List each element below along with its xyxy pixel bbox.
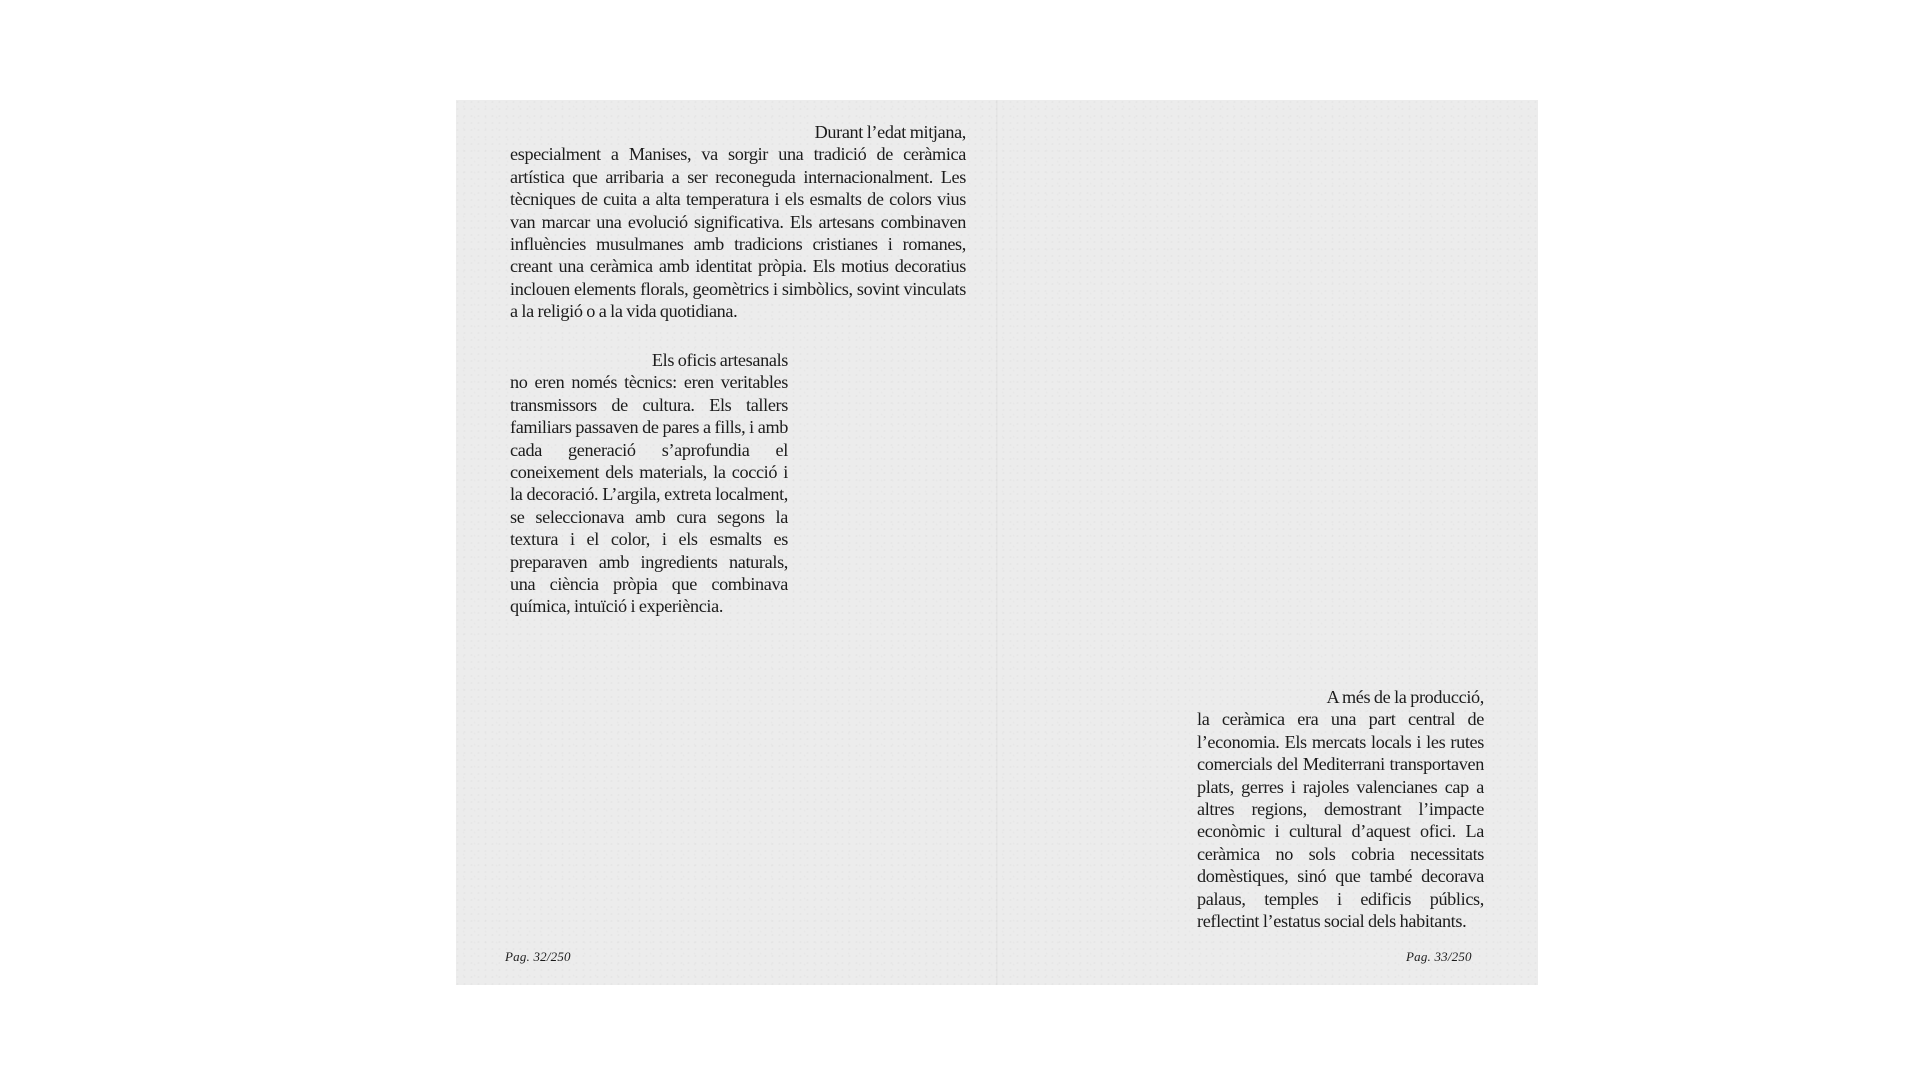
left-page-number: Pag. 32/250 (505, 949, 571, 964)
left-paragraph-1 (510, 121, 966, 323)
book-spread (456, 100, 1538, 985)
left-paragraph-1-body: especialment a Manises, va sorgir una tradició de ceràmica artística que arribaria a ser reconeguda internacionalment. Les tècniques de cuita a alta temperatura i els esmalts de colors vius van marcar una evolució significativa. Els artesans combinaven influències musulmanes amb tradicions cristianes i romanes, creant una ceràmica amb identitat pròpia. Els motius decoratius inclouen elements florals, geomètrics i simbòlics, sovint vinculats a la religió o a la vida quotidiana. (510, 144, 966, 322)
left-paragraph-2-lead: Els oficis artesanals (651, 350, 788, 370)
right-paragraph-1-body: la ceràmica era una part central de l’economia. Els mercats locals i les rutes comercials del Mediterrani transportaven plats, gerres i rajoles valencianes cap a altres regions, demostrant l’impacte econòmic i cultural d’aquest ofici. La ceràmica no sols cobria necessitats domèstiques, sinó que també decorava palaus, temples i edificis públics, reflectint l’estatus social dels habitants. (1197, 709, 1484, 932)
right-page-number: Pag. 33/250 (1406, 949, 1472, 964)
left-page (456, 100, 997, 985)
right-paragraph-1-lead: A més de la producció, (1326, 687, 1484, 707)
right-page (997, 100, 1538, 985)
left-paragraph-1-lead: Durant l’edat mitjana, (814, 122, 966, 142)
left-paragraph-2-body: no eren només tècnics: eren veritables transmissors de cultura. Els tallers familiars passaven de pares a fills, i amb cada generació s’aprofundia el coneixement dels materials, la cocció i la decoració. L’argila, extreta localment, se seleccionava amb cura segons la textura i el color, i els esmalts es preparaven amb ingredients naturals, una ciència pròpia que combinava química, intuïció i experiència. (510, 372, 788, 617)
right-paragraph-1 (1197, 686, 1484, 932)
left-paragraph-2 (510, 349, 788, 618)
